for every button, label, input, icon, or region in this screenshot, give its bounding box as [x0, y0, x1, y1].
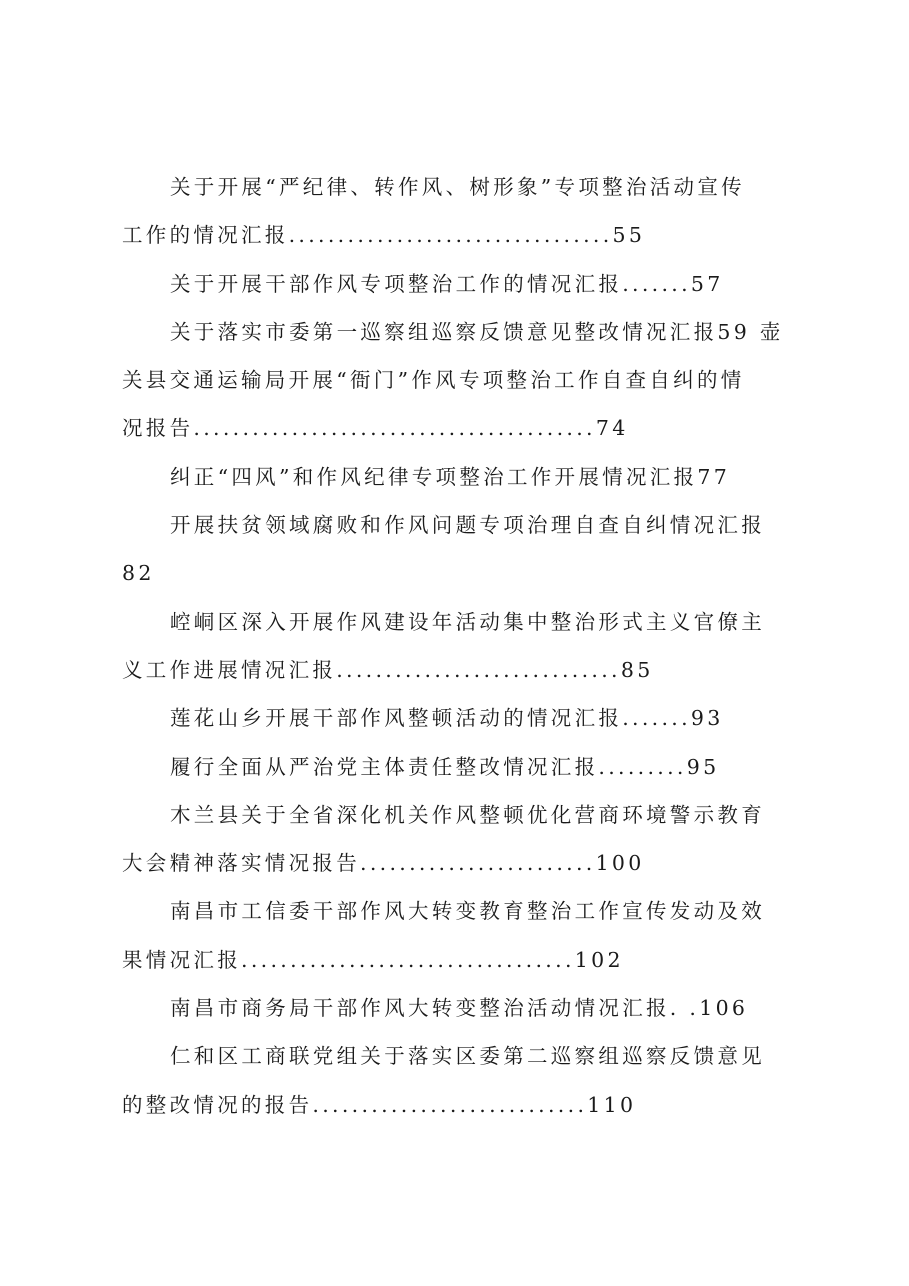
toc-line: 南昌市工信委干部作风大转变教育整治工作宣传发动及效	[170, 899, 765, 924]
toc-line: 的整改情况的报告............................110	[122, 1092, 637, 1117]
toc-line: 仁和区工商联党组关于落实区委第二巡察组巡察反馈意见	[170, 1044, 765, 1069]
toc-line: 义工作进展情况汇报.............................85	[122, 657, 654, 682]
toc-line: 果情况汇报..................................102	[122, 947, 624, 972]
toc-line: 关于开展“严纪律、转作风、树形象”专项整治活动宣传	[170, 175, 745, 199]
toc-line: 关于落实市委第一巡察组巡察反馈意见整改情况汇报59 壶	[170, 319, 784, 344]
toc-line: 南昌市商务局干部作风大转变整治活动情况汇报. .106	[170, 996, 749, 1021]
toc-line: 大会精神落实情况报告........................100	[122, 851, 645, 876]
table-of-contents	[122, 163, 794, 1129]
toc-line: 况报告.........................................74	[122, 416, 629, 441]
toc-line: 莲花山乡开展干部作风整顿活动的情况汇报.......93	[170, 706, 724, 731]
toc-line: 木兰县关于全省深化机关作风整顿优化营商环境警示教育	[170, 802, 765, 827]
toc-line: 关县交通运输局开展“衙门”作风专项整治工作自查自纠的情	[122, 368, 745, 393]
toc-line: 工作的情况汇报.................................55	[122, 223, 646, 248]
toc-line: 82	[122, 561, 155, 586]
toc-line: 履行全面从严治党主体责任整改情况汇报.........95	[170, 754, 720, 779]
toc-line: 开展扶贫领域腐败和作风问题专项治理自查自纠情况汇报	[170, 513, 765, 538]
toc-line: 关于开展干部作风专项整治工作的情况汇报.......57	[170, 271, 724, 296]
toc-line: 纠正“四风”和作风纪律专项整治工作开展情况汇报77	[170, 464, 731, 489]
toc-line: 崆峒区深入开展作风建设年活动集中整治形式主义官僚主	[170, 609, 765, 634]
